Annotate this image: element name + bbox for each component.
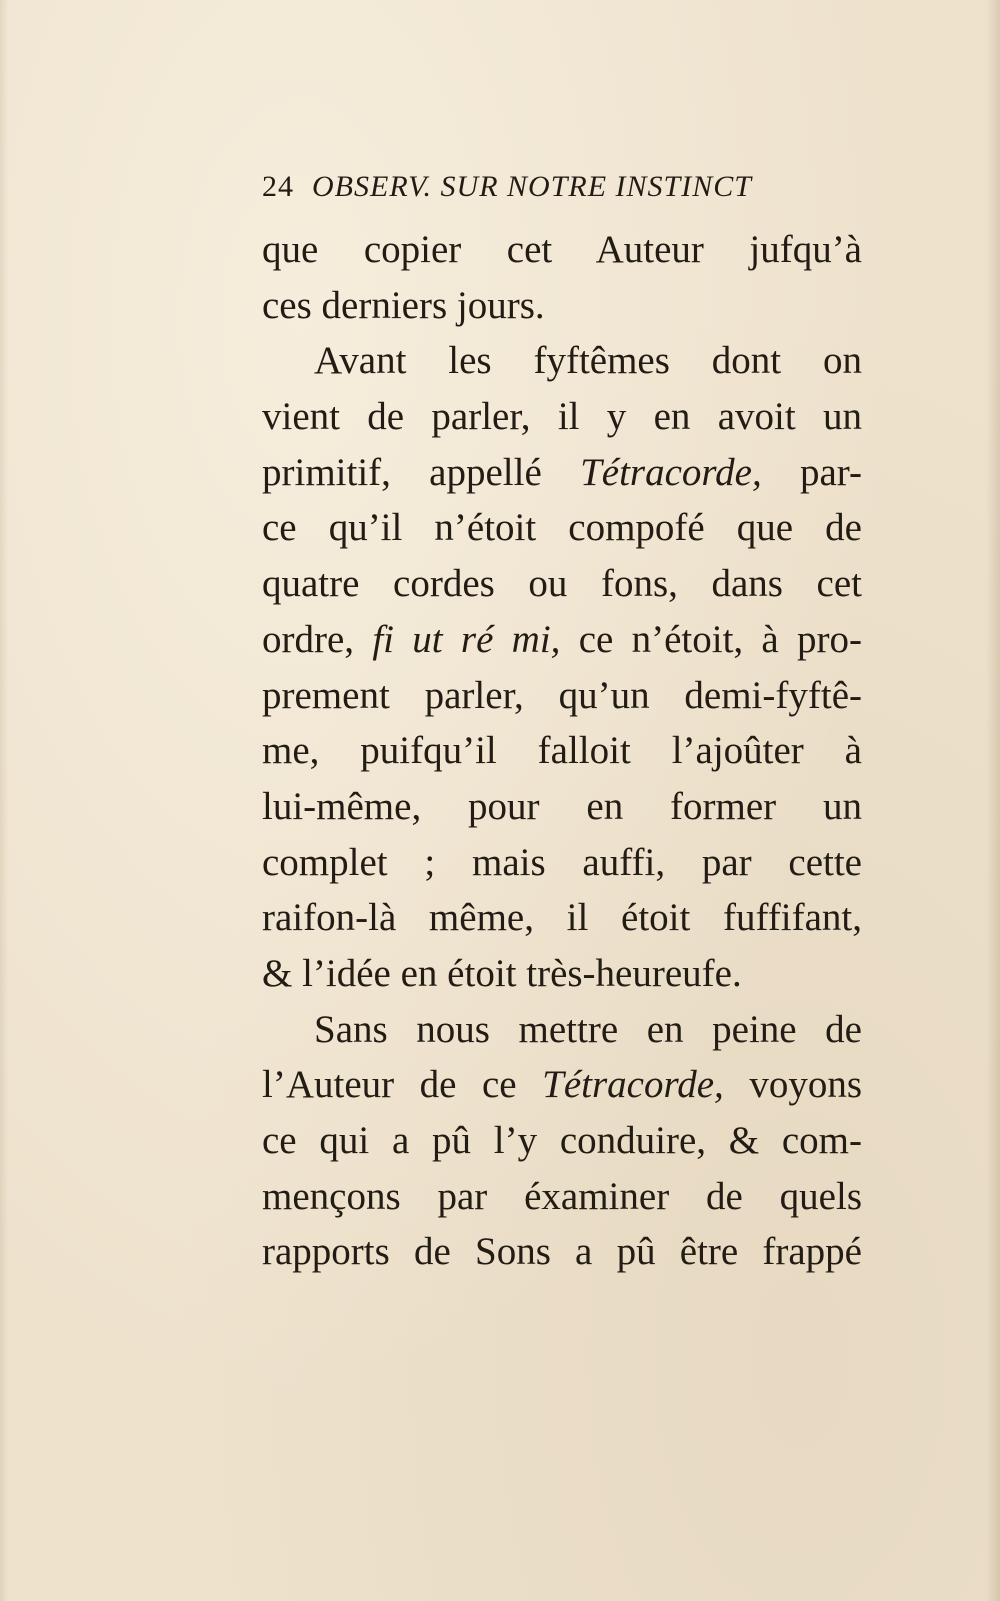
text-line: raifon-là même, il étoit fuffifant, [262,896,862,940]
text-line: ce qui a pû l’y conduire, & com- [262,1119,862,1162]
italic-term: Tétracorde, [542,1063,724,1107]
text-line: prement parler, qu’un demi-fyftê- [262,673,862,717]
text-line: que copier cet Auteur jufqu’à [262,228,862,271]
body-text [262,222,862,1280]
text-line: & l’idée en étoit très-heureufe. [262,951,742,995]
text-line: vient de parler, il y en avoit un [262,395,862,439]
text-run: voyons [723,1063,862,1107]
text-run: l’Auteur de ce [262,1063,543,1107]
text-line: ce qu’il n’étoit compofé que de [262,506,862,550]
text-line [262,612,862,668]
italic-term: Tétracorde, [580,450,762,494]
text-line: rapports de Sons a pû être frappé [262,1230,862,1274]
text-line: Sans nous mettre en peine de [314,1007,862,1051]
text-line: mençons par éxaminer de quels [262,1174,862,1218]
text-run: primitif, appellé [262,450,581,494]
text-run: par- [761,450,862,494]
text-line: lui-même, pour en former un [262,784,862,828]
italic-term: fi ut ré mi, [372,617,561,661]
text-line [262,1057,862,1113]
text-run: ordre, [262,617,373,661]
text-line: Avant les fyftêmes dont on [314,339,862,383]
page-left-edge [0,0,8,1601]
page-number: 24 [262,170,294,203]
text-line: ces derniers jours. [262,283,545,327]
text-line [262,445,862,501]
text-run: ce n’étoit, à pro- [560,617,862,661]
page-header [262,170,802,216]
text-line: complet ; mais auffi, par cette [262,840,862,884]
text-line: me, puifqu’il falloit l’ajoûter à [262,729,862,773]
page-right-edge [986,0,1000,1601]
running-title: OBSERV. SUR NOTRE INSTINCT [312,170,752,203]
text-line: quatre cordes ou fons, dans cet [262,562,862,606]
